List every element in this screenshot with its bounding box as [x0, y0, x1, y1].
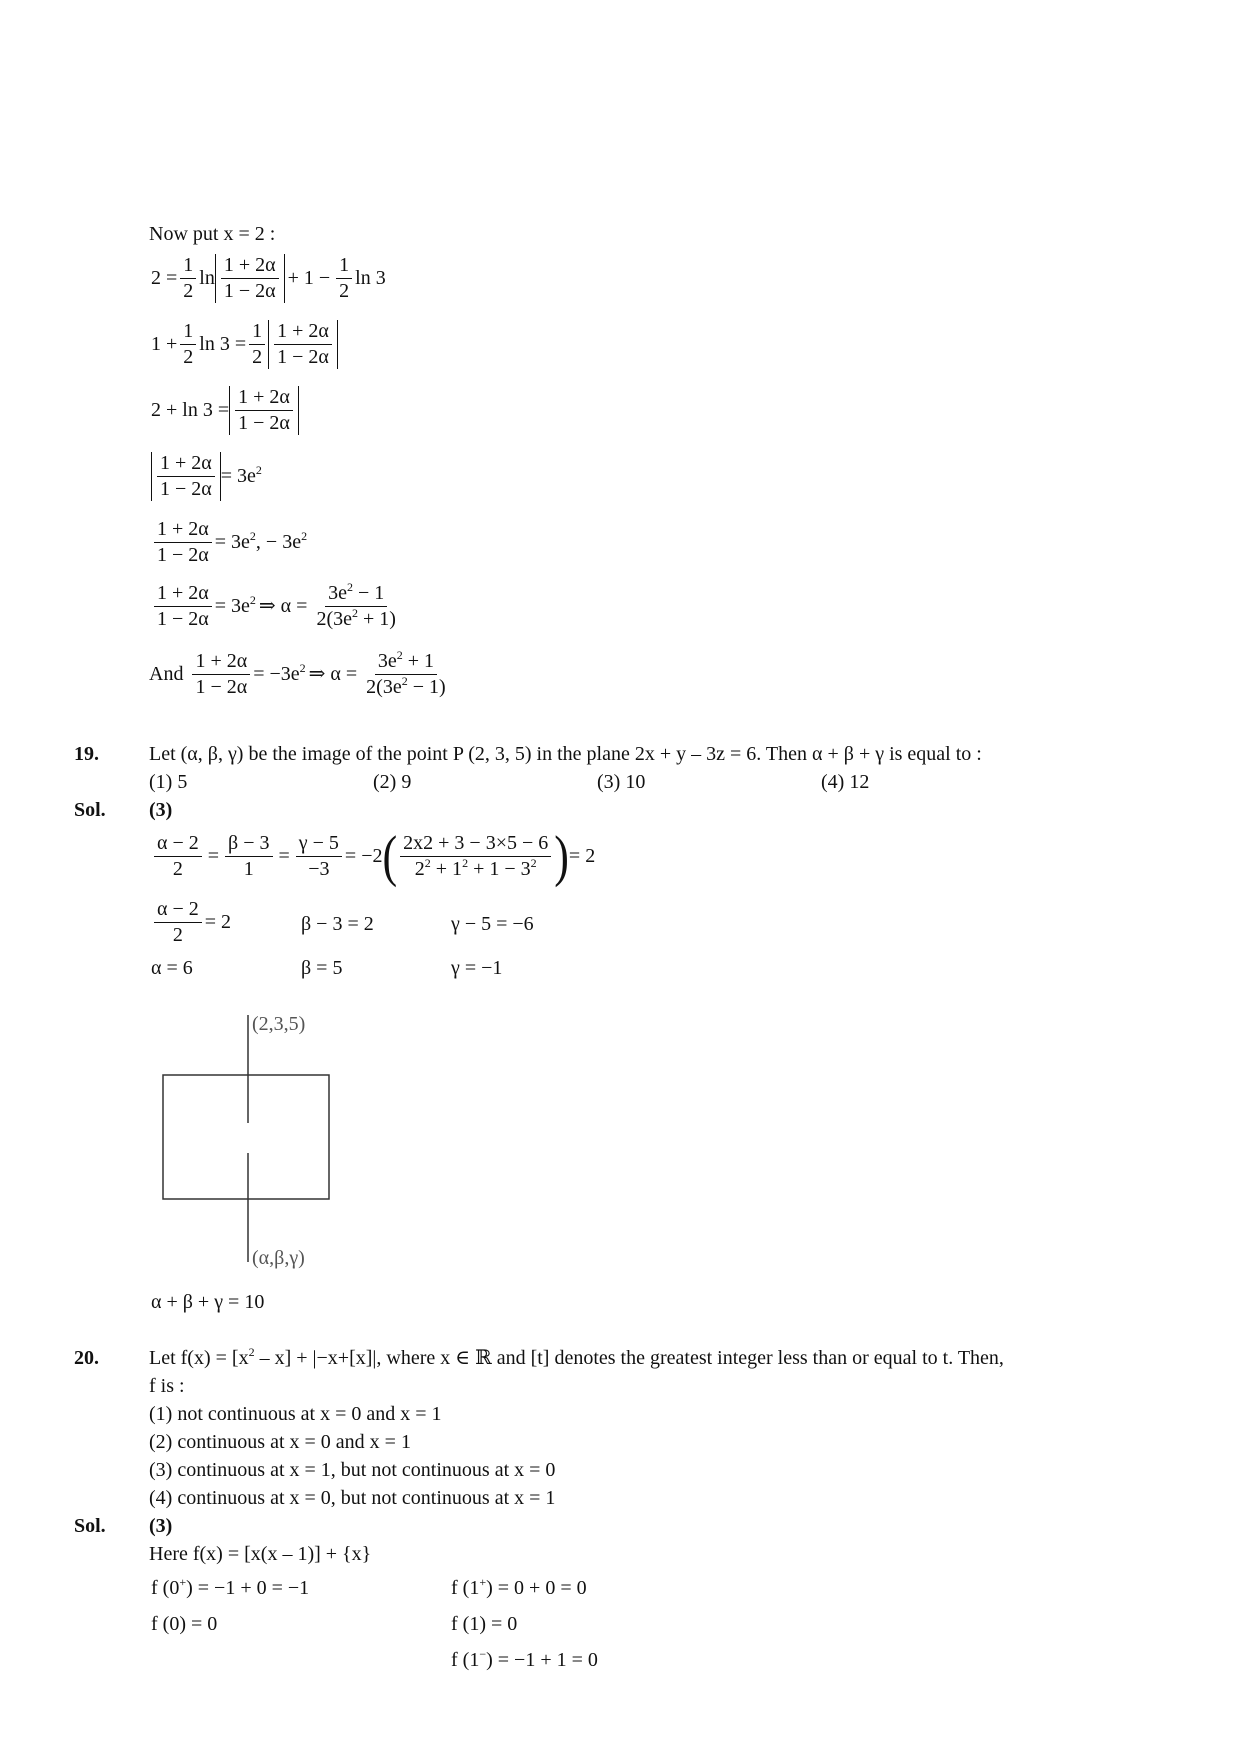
answer: (3) [149, 1515, 173, 1537]
eq-rhs: = 2 [568, 845, 596, 867]
fraction: $\frac{1 + 2\alpha}{1 - 2\alpha}$ [192, 650, 250, 699]
fraction: $\frac{2x2 + 3 - 3\times 5 - 6}{2^2 + 1^2 + 1 - 3^2}$ [400, 832, 551, 881]
limit-left-0: f (0+) = −1 + 0 = −1 [151, 1575, 310, 1599]
question-text-cont: f is : [149, 1375, 185, 1397]
value-at-1: f (1) = 0 [451, 1613, 518, 1635]
question-text: Let (α, β, γ) be the image of the point P (2, 3, 5) in the plane 2x + y – 3z = 6. Then α + β + γ is equal to : [149, 743, 982, 765]
fraction: $\frac{1}{2}$ [180, 320, 196, 369]
question-number: 19. [74, 743, 99, 765]
solution-label: Sol. [74, 1515, 106, 1537]
beta-step: β − 3 = 2 [301, 913, 374, 935]
eq-rhs: = $-3e^2$ [253, 661, 306, 685]
function-rewrite: Here f(x) = [x(x – 1)] + {x} [149, 1543, 372, 1565]
equation-7 [149, 650, 452, 699]
option-2: (2) continuous at x = 0 and x = 1 [149, 1431, 411, 1453]
point-p-label: (2,3,5) [252, 1013, 306, 1035]
fraction: $\frac{1}{2}$ [249, 320, 265, 369]
equation-3 [151, 386, 299, 435]
fraction: $\frac{1 + 2\alpha}{1 - 2\alpha}$ [154, 518, 212, 567]
option-2: (2) 9 [373, 771, 412, 793]
eq-mid: ln 3 = [199, 333, 247, 355]
alpha-value: α = 6 [151, 957, 193, 979]
eq-rhs: = $3e^2$, − $3e^2$ [214, 529, 308, 553]
fraction: $\frac{\gamma - 5}{-3}$ [296, 832, 342, 881]
answer: (3) [149, 799, 173, 821]
solution-label: Sol. [74, 799, 106, 821]
option-1: (1) not continuous at x = 0 and x = 1 [149, 1403, 442, 1425]
gamma-value: γ = −1 [451, 957, 503, 979]
ln-text: ln [199, 267, 215, 289]
image-equation: $\frac{\alpha - 2}{2}$ = $\frac{\beta - 3}{1}$ = $\frac{\gamma - 5}{-3}$ = −2 ( $\frac{2x2 + 3 - 3\times 5 - 6}{2^2 + 1^2 + 1 - 3^2}$ ) = 2 [151, 832, 595, 881]
eq-rhs: = $3e^2$ [214, 593, 256, 617]
image-point-label: (α,β,γ) [252, 1247, 305, 1269]
eq-tail: ln 3 [355, 267, 386, 289]
plane-rectangle [163, 1075, 329, 1199]
limit-right-1: f (1+) = 0 + 0 = 0 [451, 1575, 587, 1599]
equation-2 [151, 320, 338, 369]
gamma-step: γ − 5 = −6 [451, 913, 534, 935]
option-4: (4) 12 [821, 771, 870, 793]
beta-value: β = 5 [301, 957, 343, 979]
eq-lhs: 1 + [151, 333, 178, 355]
absolute-value: $\frac{1 + 2\alpha}{1 - 2\alpha}$ [215, 254, 285, 303]
alpha-step: $\frac{\alpha - 2}{2}$ = 2 [151, 898, 231, 947]
option-3: (3) 10 [597, 771, 646, 793]
implies-arrow: ⇒ α = [258, 595, 308, 617]
fraction: $\frac{\alpha - 2}{2}$ [154, 832, 202, 881]
absolute-value: $\frac{1 + 2\alpha}{1 - 2\alpha}$ [151, 452, 221, 501]
fraction: $\frac{1}{2}$ [180, 254, 196, 303]
fraction: $\frac{3e^2 + 1}{2(3e^2 - 1)}$ [366, 648, 446, 698]
equation-1 [151, 254, 386, 303]
option-4: (4) continuous at x = 0, but not continuous at x = 1 [149, 1487, 556, 1509]
value-at-0: f (0) = 0 [151, 1613, 218, 1635]
fraction: $\frac{1 + 2\alpha}{1 - 2\alpha}$ [154, 582, 212, 631]
limit-left-1: f (1−) = −1 + 1 = 0 [451, 1647, 598, 1671]
eq-rhs: = $3e^2$ [220, 463, 262, 487]
multiplier: = −2 [344, 845, 383, 867]
question-number: 20. [74, 1347, 99, 1369]
fraction: $\frac{3e^2 - 1}{2(3e^2 + 1)}$ [316, 580, 396, 630]
fraction: $\frac{\beta - 3}{1}$ [225, 832, 272, 881]
implies-arrow: ⇒ α = [308, 663, 358, 685]
fraction: $\frac{1}{2}$ [336, 254, 352, 303]
intro-line: Now put x = 2 : [149, 223, 276, 245]
option-3: (3) continuous at x = 1, but not continuous at x = 0 [149, 1459, 556, 1481]
eq-lhs: 2 = [151, 267, 178, 289]
reflection-diagram [150, 1000, 380, 1280]
equation-5 [151, 518, 307, 567]
fraction: $\frac{\alpha - 2}{2}$ [154, 898, 202, 947]
eq-lhs: 2 + ln 3 = [151, 399, 230, 421]
and-label: And [149, 663, 184, 685]
option-1: (1) 5 [149, 771, 188, 793]
eq-mid: + 1 − [287, 267, 331, 289]
absolute-value: $\frac{1 + 2\alpha}{1 - 2\alpha}$ [229, 386, 299, 435]
q19-result: α + β + γ = 10 [151, 1291, 265, 1313]
absolute-value: $\frac{1 + 2\alpha}{1 - 2\alpha}$ [268, 320, 338, 369]
equation-6 [151, 582, 402, 631]
equation-4 [151, 452, 262, 501]
question-text: Let $f(x) = [x^2 - x] + |-x+[x]|$, where x ∈ ℝ and [t] denotes the greatest integer less than or equal to t. Then, [149, 1345, 1004, 1369]
